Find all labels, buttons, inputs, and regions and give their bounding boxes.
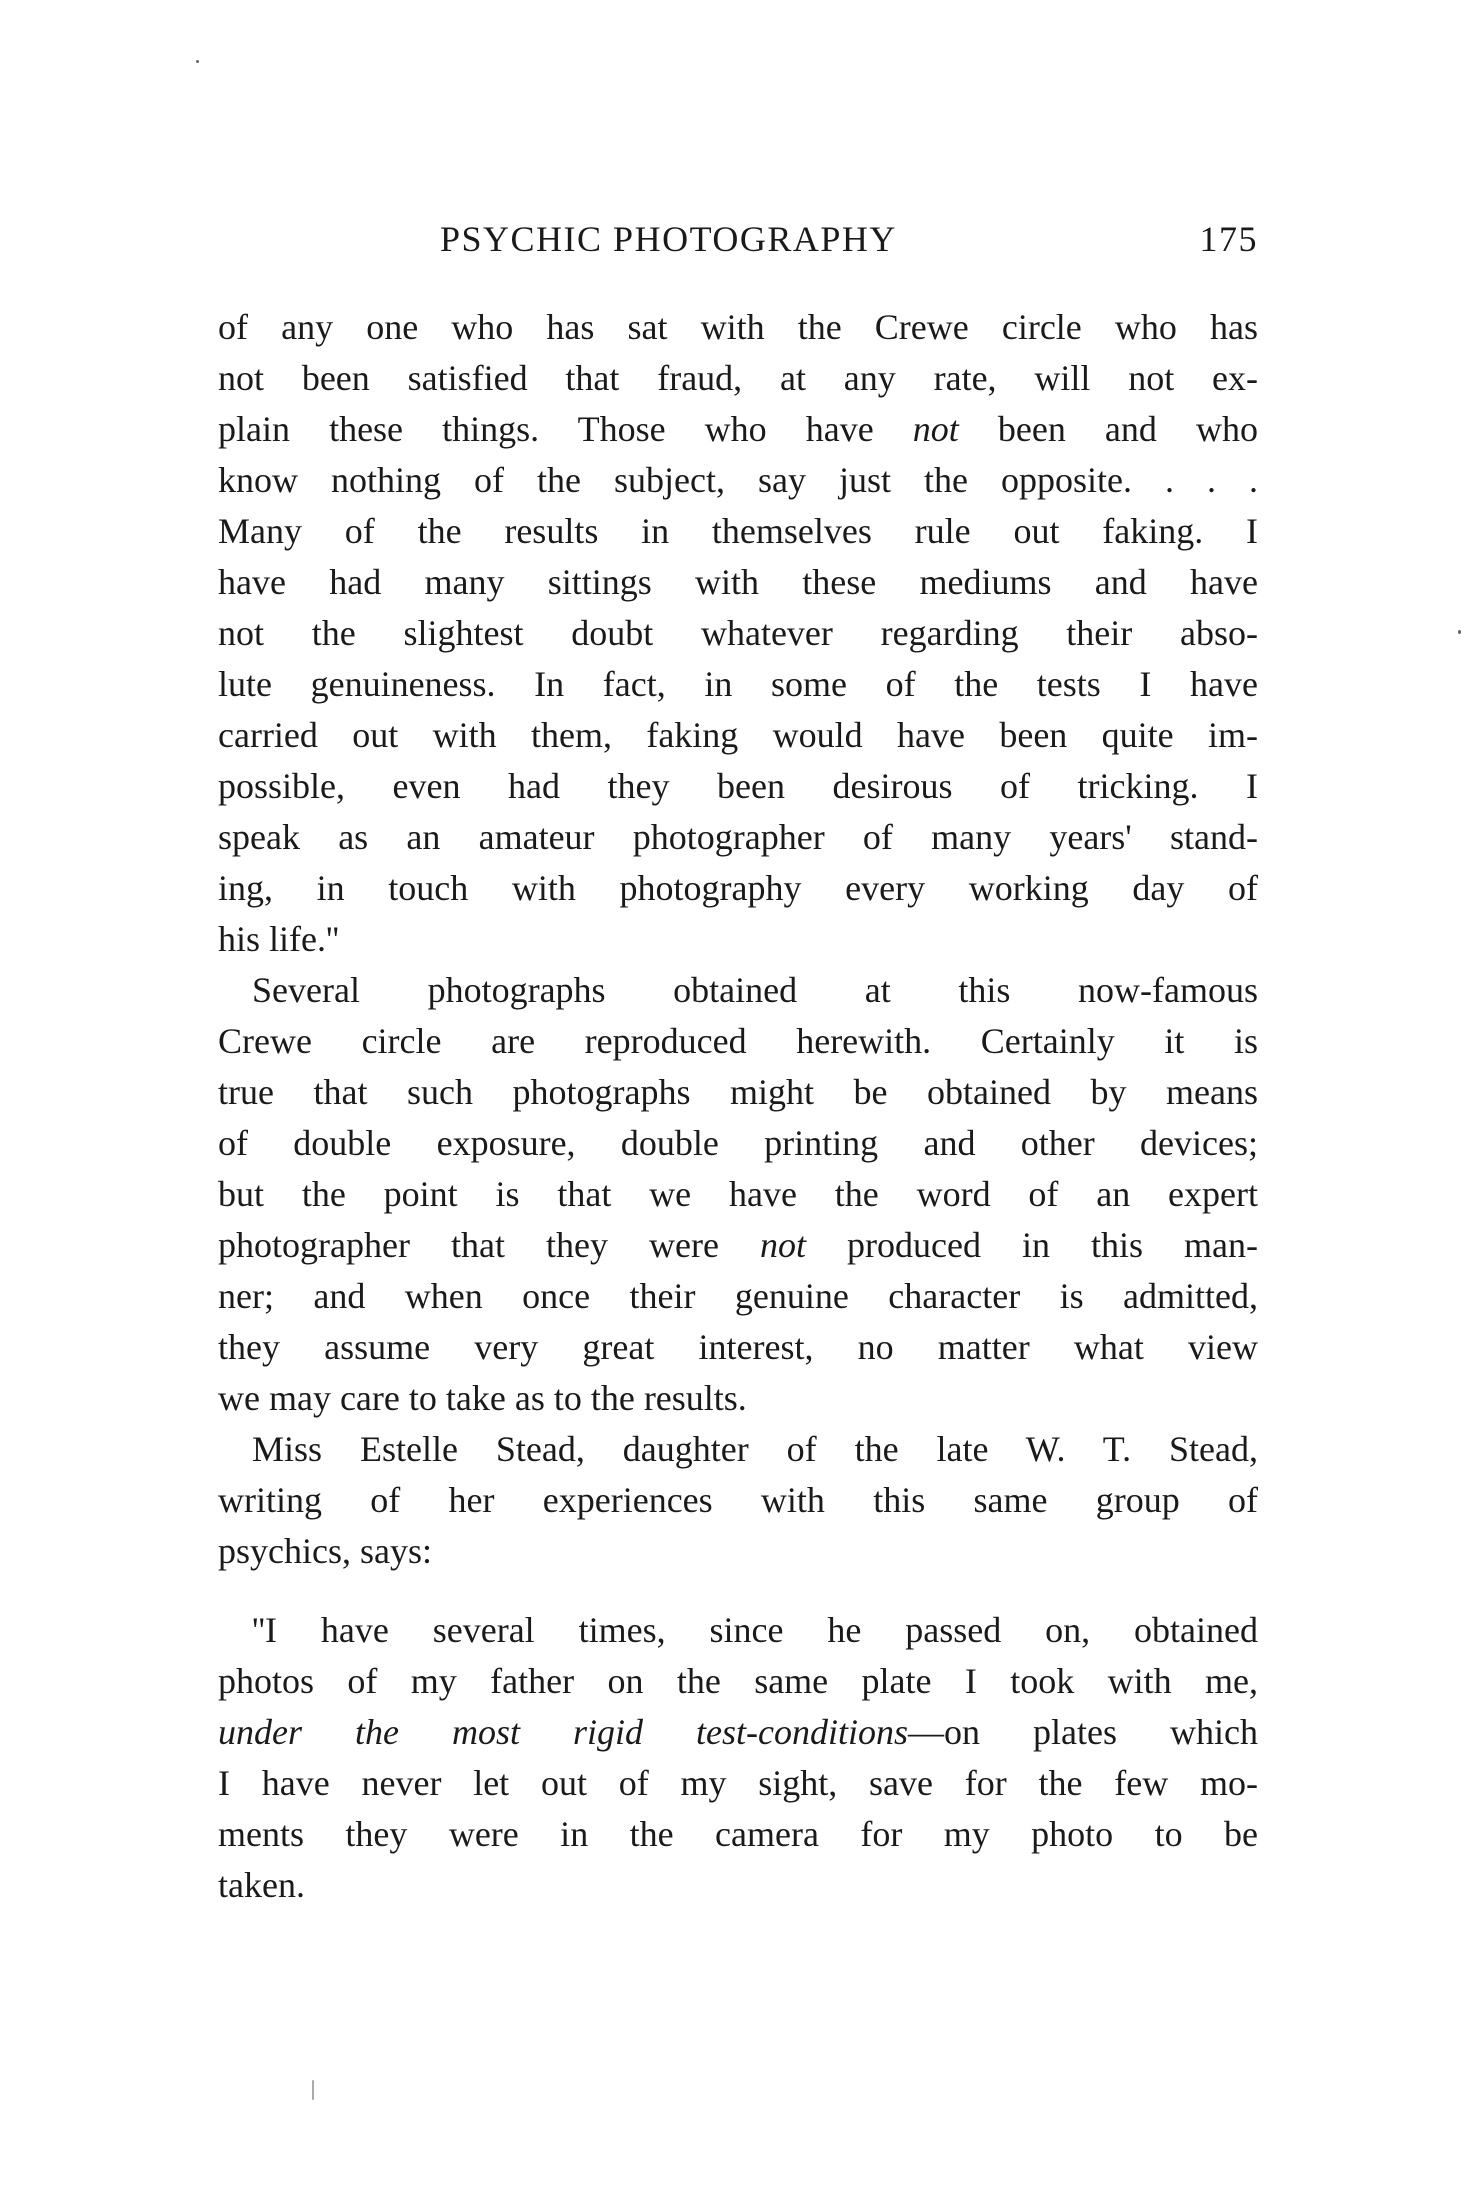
paragraph-estelle-stead [218,1424,1258,1577]
paragraph-quote-continuation [218,302,1258,965]
text-line: of any one who has sat with the Crewe circle who has [218,307,1258,347]
text-line: not the slightest doubt whatever regarding their abso- [218,613,1258,653]
text-line: ner; and when once their genuine character is admitted, [218,1276,1258,1316]
text-line: speak as an amateur photographer of many years' stand- [218,817,1258,857]
text-line: have had many sittings with these mediums and have [218,562,1258,602]
running-title: PSYCHIC PHOTOGRAPHY [440,219,897,259]
text-line: true that such photographs might be obtained by means [218,1072,1258,1112]
text-line: taken. [218,1865,305,1905]
text-line: Many of the results in themselves rule out faking. I [218,511,1258,551]
emphasis: under the most rigid test-conditions [218,1712,909,1752]
text-line: I have never let out of my sight, save for the few mo- [218,1763,1258,1803]
text-line: Miss Estelle Stead, daughter of the late W. T. Stead, [252,1429,1258,1469]
text-line: writing of her experiences with this same group of [218,1480,1258,1520]
text-line: under the most rigid test-conditions—on plates which [218,1712,1259,1752]
text-line: lute genuineness. In fact, in some of the tests I have [218,664,1258,704]
text-line: of double exposure, double printing and other devices; [218,1123,1258,1163]
text-line: possible, even had they been desirous of tricking. I [218,766,1258,806]
text-line: not been satisfied that fraud, at any rate, will not ex- [218,358,1258,398]
text-line: carried out with them, faking would have been quite im- [218,715,1258,755]
text-line: ''I have several times, since he passed on, obtained [252,1610,1258,1650]
text-line: but the point is that we have the word of an expert [218,1174,1258,1214]
text-line: psychics, says: [218,1531,432,1571]
text-line: his life.'' [218,919,339,959]
text-line: Crewe circle are reproduced herewith. Certainly it is [218,1021,1258,1061]
running-head [218,218,1258,274]
body-text [218,302,1258,1911]
text-line: ments they were in the camera for my photo to be [218,1814,1258,1854]
text-line: photographer that they were not produced in this man- [218,1225,1258,1265]
text-line: know nothing of the subject, say just the opposite. . . . [218,460,1258,500]
emphasis: not [759,1225,806,1265]
page-number: 175 [1199,219,1258,259]
scan-speck [196,60,199,63]
text-line: Several photographs obtained at this now-famous [252,970,1258,1010]
paragraph-crewe-photographs [218,965,1258,1424]
block-quotation [218,1605,1258,1911]
text-line: plain these things. Those who have not been and who [218,409,1258,449]
scan-speck [312,2080,314,2100]
emphasis: not [912,409,959,449]
text-line: photos of my father on the same plate I took with me, [218,1661,1258,1701]
scan-speck [1458,630,1461,634]
text-line: ing, in touch with photography every working day of [218,868,1258,908]
text-line: they assume very great interest, no matter what view [218,1327,1258,1367]
text-line: we may care to take as to the results. [218,1378,747,1418]
